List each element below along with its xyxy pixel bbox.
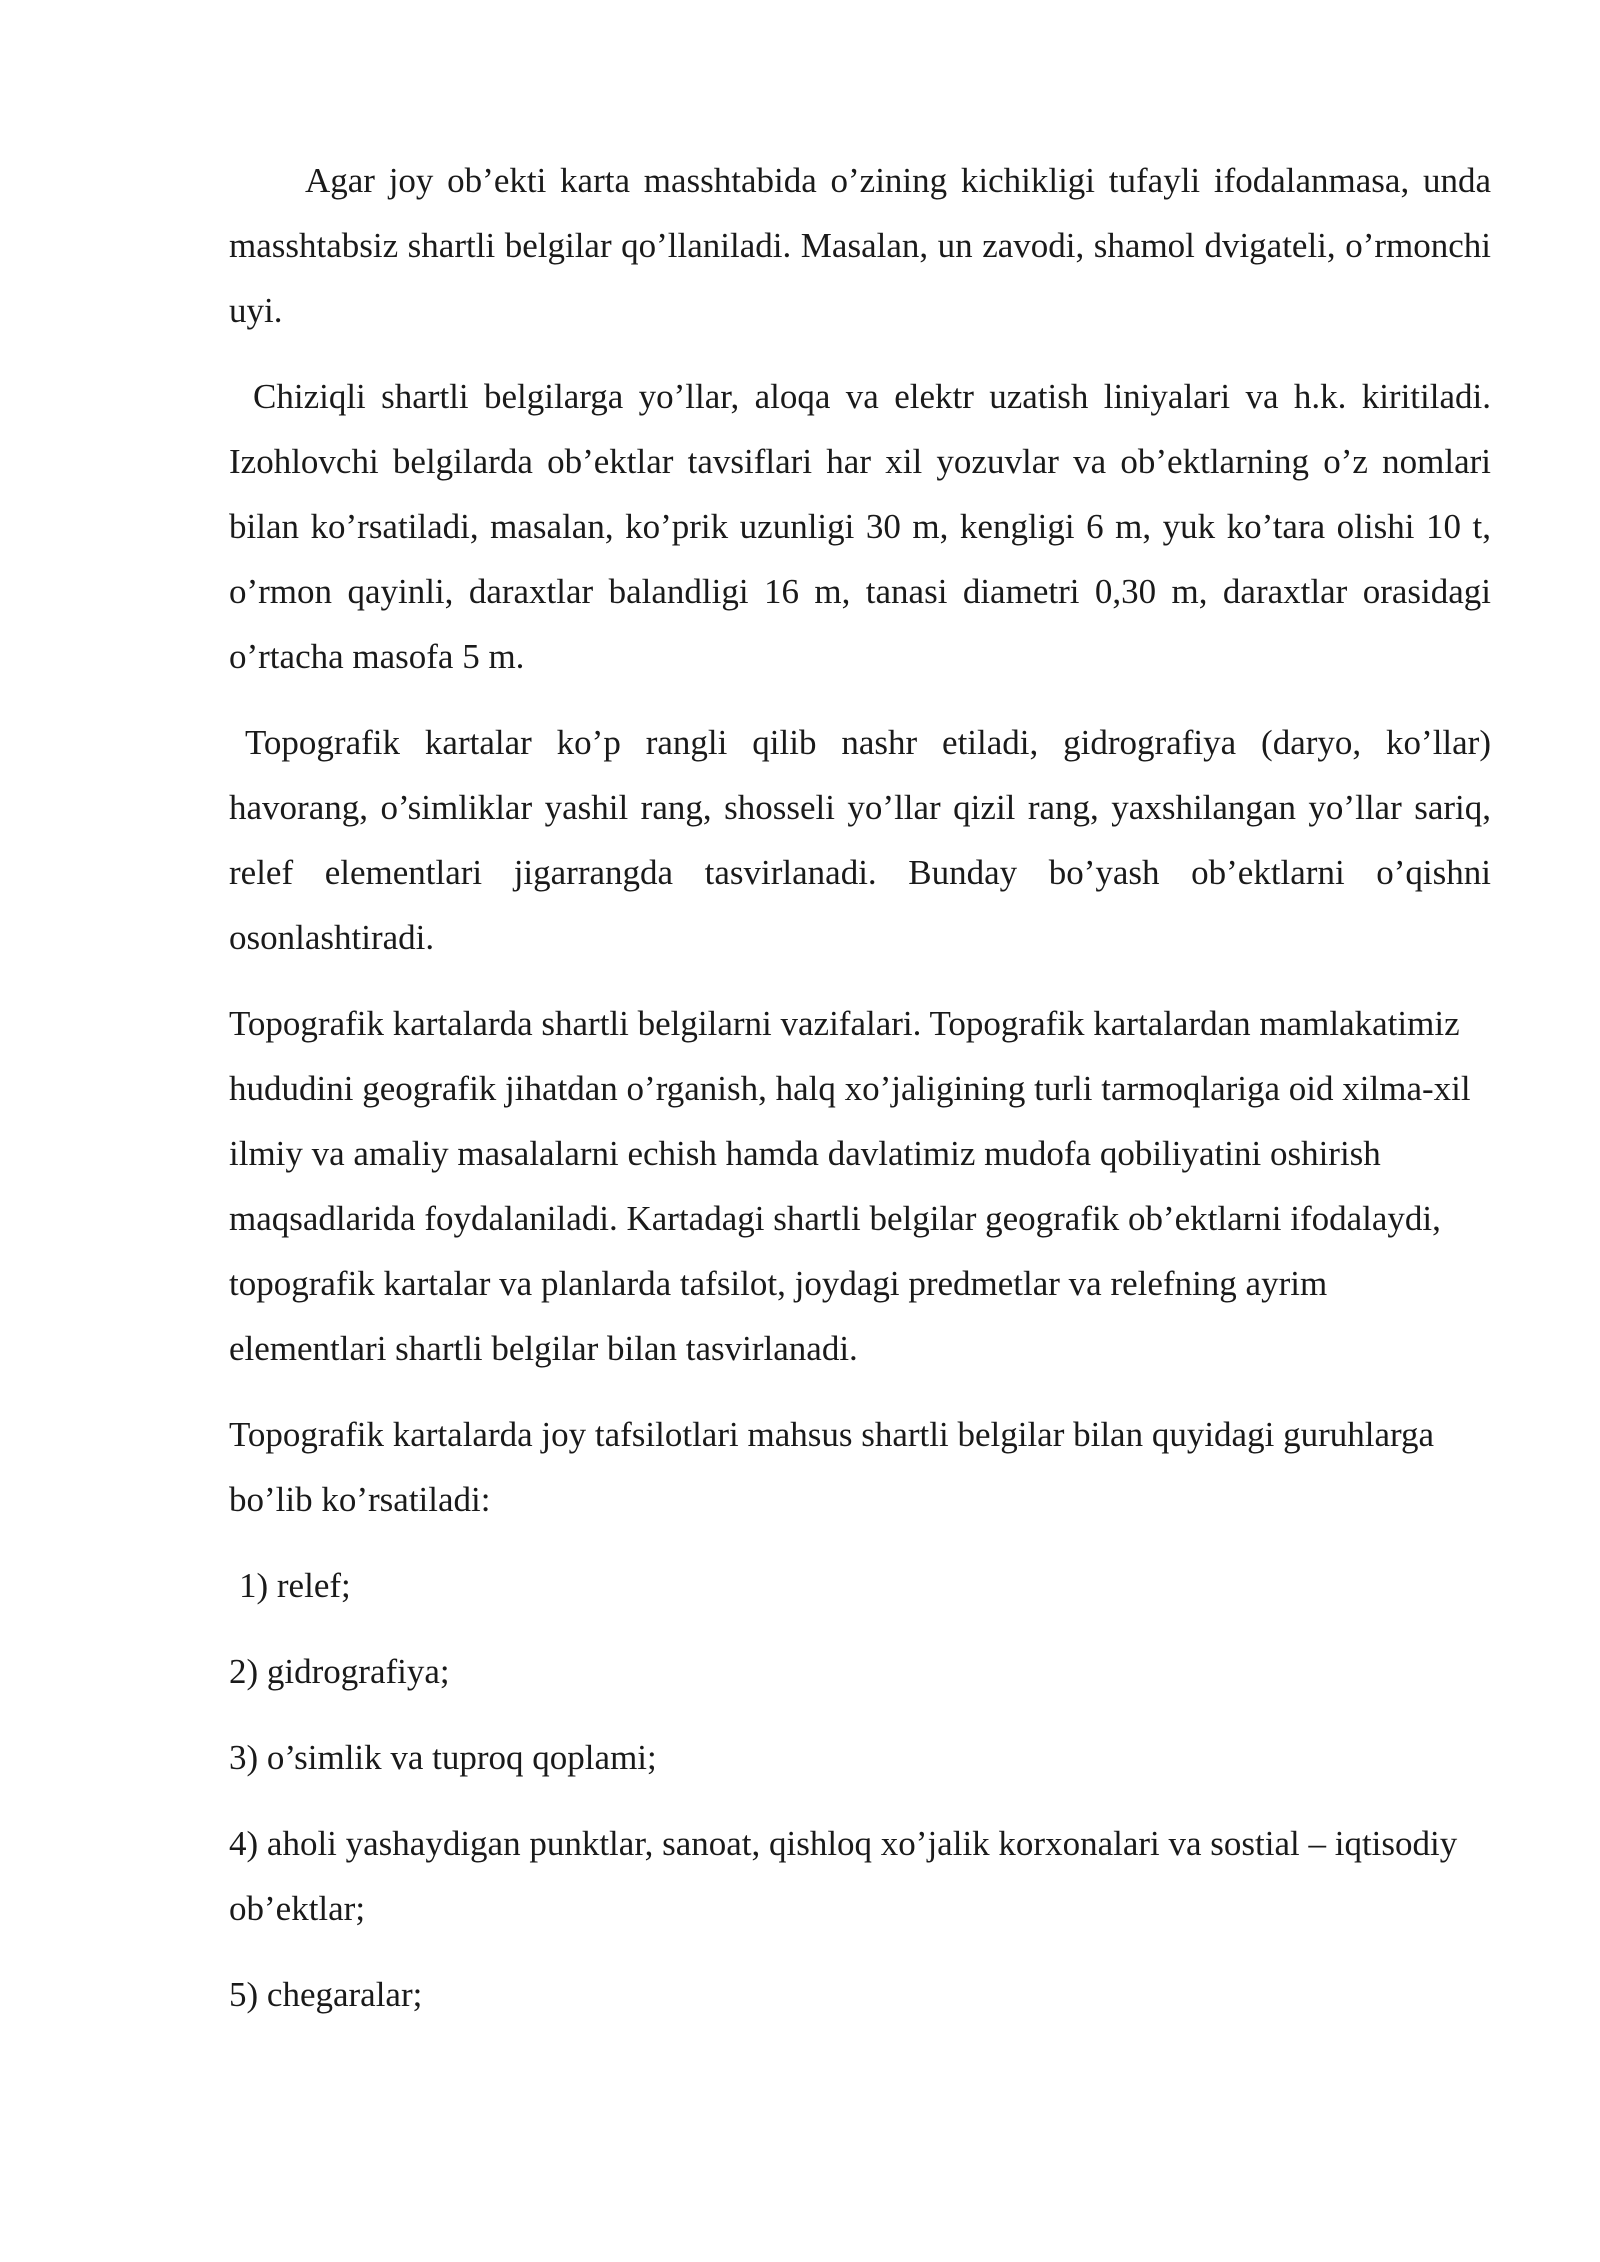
paragraph-guruhlar: Topografik kartalarda joy tafsilotlari mahsus shartli belgilar bilan quyidagi guruhlarga bo’lib ko’rsatiladi:	[229, 1415, 1435, 1519]
list-item: 1) relef;	[239, 1566, 351, 1605]
paragraph-chiziqli: Chiziqli shartli belgilarga yo’llar, aloqa va elektr uzatish liniyalari va h.k. kiritiladi. Izohlovchi belgilarda ob’ektlar tavsiflari har xil yozuvlar va ob’ektlarning o’z nomlari bilan ko’rsatiladi, masalan, ko’prik uzunligi 30 m, kengligi 6 m, yuk ko’tara olishi 10 t, o’rmon qayinli, daraxtlar balandligi 16 m, tanasi diametri 0,30 m, daraxtlar orasidagi o’rtacha masofa 5 m.	[229, 377, 1491, 676]
list-item: 3) o’simlik va tuproq qoplami;	[229, 1738, 657, 1777]
group-list	[229, 1553, 1491, 2027]
list-item: 2) gidrografiya;	[229, 1652, 450, 1691]
list-item: 5) chegaralar;	[229, 1975, 423, 2014]
paragraph-ranglar: Topografik kartalar ko’p rangli qilib nashr etiladi, gidrografiya (daryo, ko’llar) havorang, o’simliklar yashil rang, shosseli yo’llar qizil rang, yaxshilangan yo’llar sariq, relef elementlari jigarrangda tasvirlanadi. Bunday bo’yash ob’ektlarni o’qishni osonlashtiradi.	[229, 723, 1491, 957]
paragraph-vazifalari: Topografik kartalarda shartli belgilarni vazifalari. Topografik kartalardan mamlakatimiz hududini geografik jihatdan o’rganish, halq xo’jaligining turli tarmoqlariga oid xilma-xil ilmiy va amaliy masalalarni echish hamda davlatimiz mudofa qobiliyatini oshirish maqsadlarida foydalaniladi. Kartadagi shartli belgilar geografik ob’ektlarni ifodalaydi, topografik kartalar va planlarda tafsilot, joydagi predmetlar va relefning ayrim elementlari shartli belgilar bilan tasvirlanadi.	[229, 1004, 1471, 1368]
paragraph-masshtabsiz: Agar joy ob’ekti karta masshtabida o’zining kichikligi tufayli ifodalanmasa, unda masshtabsiz shartli belgilar qo’llaniladi. Masalan, un zavodi, shamol dvigateli, o’rmonchi uyi.	[229, 161, 1491, 330]
list-item: 4) aholi yashaydigan punktlar, sanoat, qishloq xo’jalik korxonalari va sostial – iqtisodiy ob’ektlar;	[229, 1824, 1458, 1928]
document-page	[229, 148, 1491, 2048]
